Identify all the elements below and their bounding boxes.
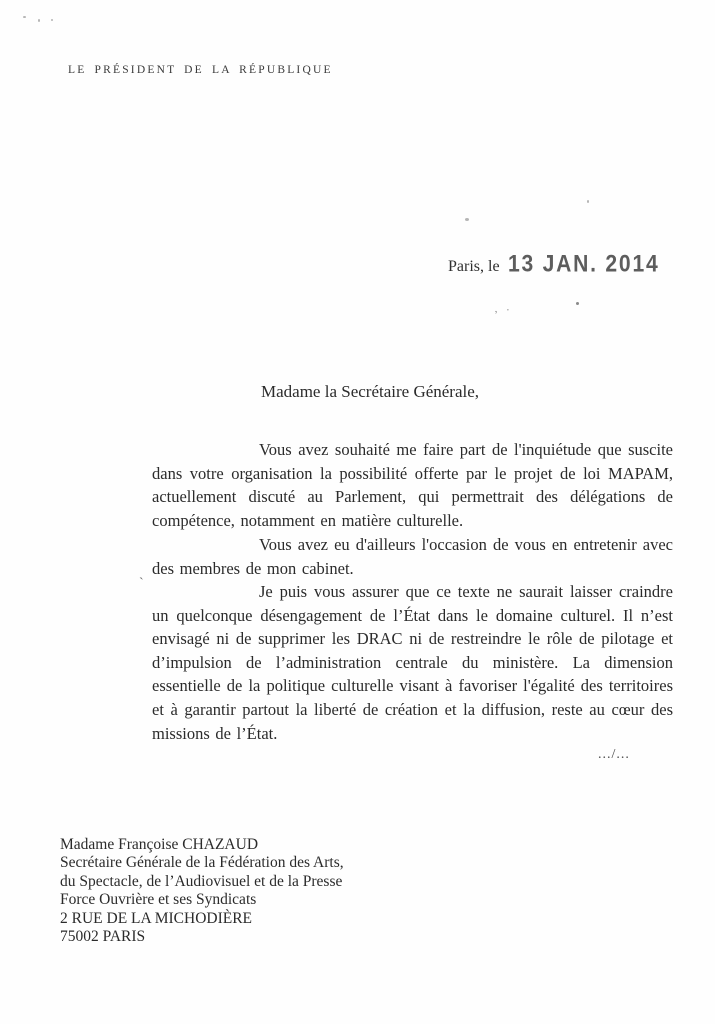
letterhead-title: LE PRÉSIDENT DE LA RÉPUBLIQUE: [68, 64, 333, 76]
scan-speck: [576, 302, 579, 305]
body-paragraph-2: Vous avez eu d'ailleurs l'occasion de vous en entretenir avec des membres de mon cabinet.: [152, 535, 673, 578]
scan-speck: [51, 19, 53, 21]
scan-speck: [587, 200, 589, 203]
scan-stray-mark: `: [139, 576, 144, 591]
salutation: Madame la Secrétaire Générale,: [261, 382, 480, 401]
recipient-address-block: [60, 836, 344, 946]
continuation-mark: .../...: [598, 747, 630, 762]
date-stamp: 13 JAN. 2014: [508, 250, 660, 278]
recipient-street: 2 RUE DE LA MICHODIÈRE: [60, 909, 253, 927]
recipient-name: Madame Françoise CHAZAUD: [60, 836, 259, 853]
scan-speck: [23, 16, 26, 18]
recipient-title-line-2: du Spectacle, de l’Audiovisuel et de la Presse: [60, 872, 343, 890]
recipient-title-line-1: Secrétaire Générale de la Fédération des Arts,: [60, 854, 344, 872]
recipient-organization: Force Ouvrière et ses Syndicats: [60, 891, 257, 909]
dateline-place: Paris, le: [448, 258, 500, 275]
recipient-city: 75002 PARIS: [60, 928, 146, 946]
scan-speck: [38, 19, 40, 22]
scan-speck: [465, 218, 469, 221]
body-paragraph-3: Je puis vous assurer que ce texte ne saurait laisser craindre un quelconque désengagement de l’État dans le domaine culturel. Il n’est envisagé ni de supprimer les DRAC ni de restreindre le rôle de pilotage et d’impulsion de l’administration centrale du ministère. La dimension essentielle de la politique culturelle visant à favoriser l'égalité des territoires et à garantir partout la liberté de création et la diffusion, reste au cœur des missions de l’État.: [152, 582, 673, 743]
body-paragraph-1: Vous avez souhaité me faire part de l'inquiétude que suscite dans votre organisation la possibilité offerte par le projet de loi MAPAM, actuellement discuté au Parlement, qui permettrait des délégations de compétence, notamment en matière culturelle.: [152, 440, 673, 530]
stamp-residue-mark: , .: [493, 298, 513, 316]
